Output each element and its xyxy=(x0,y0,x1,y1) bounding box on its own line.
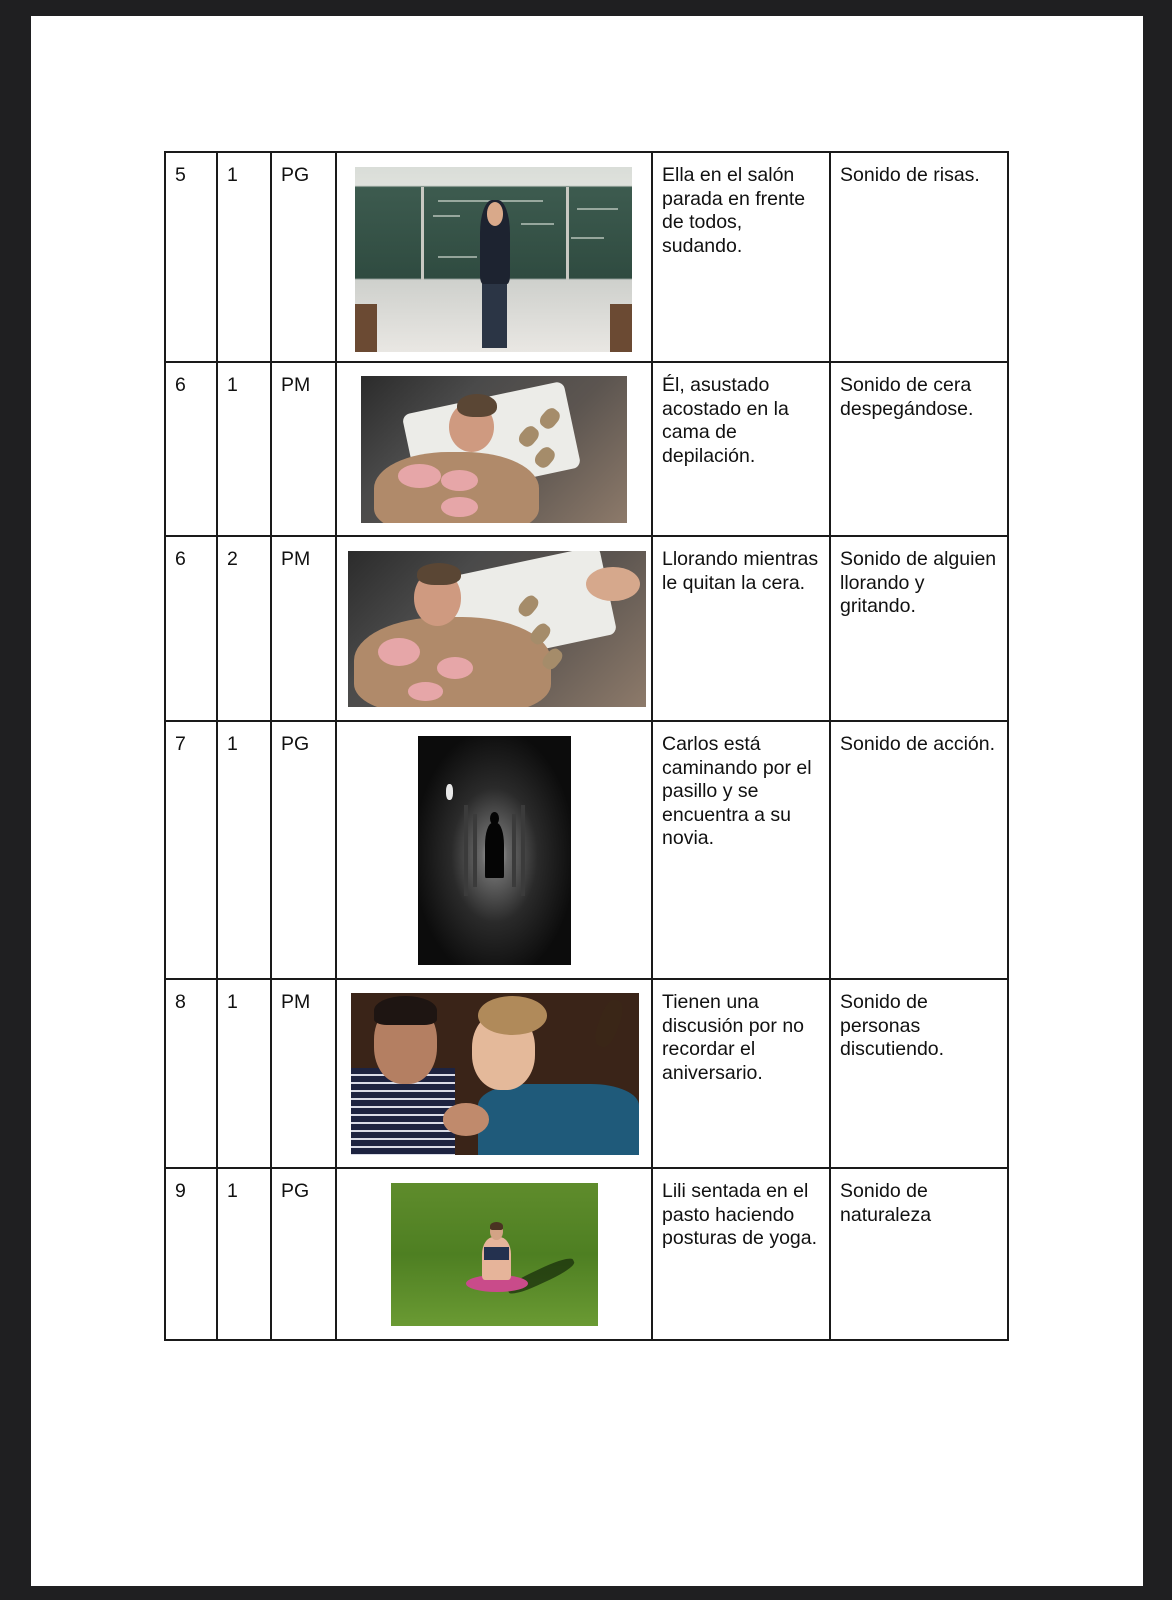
description-cell: Ella en el salón parada en frente de todos, sudando. xyxy=(652,152,830,362)
description-cell: Tienen una discusión por no recordar el aniversario. xyxy=(652,979,830,1168)
table-row xyxy=(165,1168,1008,1340)
argument-photo xyxy=(351,993,639,1155)
take-number-cell: 1 xyxy=(217,721,271,979)
scene-number-cell: 5 xyxy=(165,152,217,362)
classroom-photo xyxy=(355,167,632,352)
take-number-cell: 1 xyxy=(217,1168,271,1340)
take-number-cell: 1 xyxy=(217,152,271,362)
storyboard-table xyxy=(164,151,1009,1341)
scene-number-cell: 9 xyxy=(165,1168,217,1340)
scene-number-cell: 7 xyxy=(165,721,217,979)
sound-cell: Sonido de alguien llorando y gritando. xyxy=(830,536,1008,721)
table-row xyxy=(165,536,1008,721)
scene-number-cell: 6 xyxy=(165,536,217,721)
image-cell xyxy=(336,721,652,979)
take-number-cell: 1 xyxy=(217,362,271,536)
description-cell: Carlos está caminando por el pasillo y se encuentra a su novia. xyxy=(652,721,830,979)
hallway-photo xyxy=(418,736,571,965)
image-cell xyxy=(336,362,652,536)
image-cell xyxy=(336,152,652,362)
waxing-photo xyxy=(361,376,627,523)
shot-type-cell: PM xyxy=(271,362,336,536)
image-cell xyxy=(336,1168,652,1340)
description-cell: Llorando mientras le quitan la cera. xyxy=(652,536,830,721)
scene-number-cell: 8 xyxy=(165,979,217,1168)
shot-type-cell: PG xyxy=(271,1168,336,1340)
description-cell: Lili sentada en el pasto haciendo posturas de yoga. xyxy=(652,1168,830,1340)
yoga-photo xyxy=(391,1183,598,1326)
image-cell xyxy=(336,536,652,721)
waxing-crying-photo xyxy=(348,551,646,707)
description-cell: Él, asustado acostado en la cama de depilación. xyxy=(652,362,830,536)
document-page xyxy=(31,16,1143,1586)
scene-number-cell: 6 xyxy=(165,362,217,536)
shot-type-cell: PG xyxy=(271,721,336,979)
table-row xyxy=(165,152,1008,362)
table-row xyxy=(165,362,1008,536)
sound-cell: Sonido de acción. xyxy=(830,721,1008,979)
table-row xyxy=(165,721,1008,979)
sound-cell: Sonido de naturaleza xyxy=(830,1168,1008,1340)
shot-type-cell: PG xyxy=(271,152,336,362)
shot-type-cell: PM xyxy=(271,536,336,721)
take-number-cell: 1 xyxy=(217,979,271,1168)
take-number-cell: 2 xyxy=(217,536,271,721)
table-row xyxy=(165,979,1008,1168)
image-cell xyxy=(336,979,652,1168)
sound-cell: Sonido de cera despegándose. xyxy=(830,362,1008,536)
sound-cell: Sonido de risas. xyxy=(830,152,1008,362)
sound-cell: Sonido de personas discutiendo. xyxy=(830,979,1008,1168)
shot-type-cell: PM xyxy=(271,979,336,1168)
